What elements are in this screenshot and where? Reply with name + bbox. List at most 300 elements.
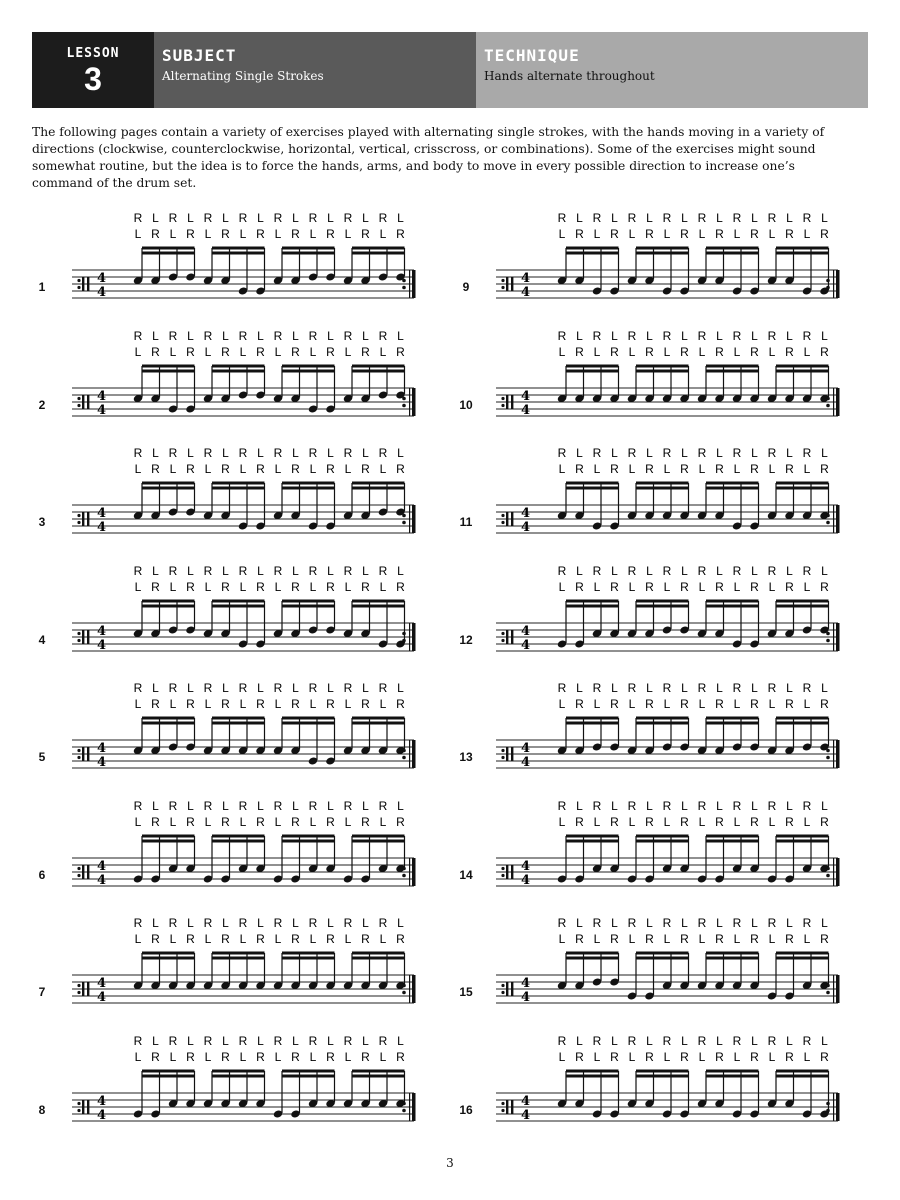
sticking-top: L: [152, 211, 159, 225]
exercise-staff: [52, 324, 432, 440]
repeat-dot: [501, 756, 504, 759]
beam: [566, 604, 619, 607]
sticking-bottom: R: [785, 344, 794, 359]
barline: [409, 1093, 410, 1121]
sticking-top: L: [576, 916, 583, 930]
beam: [212, 487, 265, 490]
beam: [212, 834, 265, 837]
sticking-top: R: [343, 1033, 353, 1048]
sticking-bottom: L: [204, 814, 212, 829]
sticking-bottom: R: [680, 579, 689, 594]
sticking-top: R: [238, 328, 248, 343]
sticking-bottom: R: [361, 932, 370, 946]
exercise-staff: [52, 794, 432, 910]
sticking-top: R: [697, 328, 707, 343]
sticking-bottom: L: [239, 579, 247, 594]
sticking-top: R: [802, 211, 812, 225]
sticking-bottom: L: [169, 814, 177, 829]
final-barline: [412, 858, 416, 886]
repeat-dot: [402, 1101, 406, 1105]
exercise-staff: [52, 559, 432, 675]
sticking-top: L: [611, 211, 618, 225]
beam: [352, 839, 405, 842]
sticking-top: L: [292, 1033, 299, 1048]
percussion-clef: [506, 277, 508, 291]
barline: [409, 975, 410, 1003]
sticking-bottom: R: [750, 344, 759, 359]
sticking-top: R: [238, 1033, 248, 1048]
sticking-top: R: [308, 1033, 318, 1048]
sticking-top: R: [343, 798, 353, 813]
beam: [776, 487, 829, 490]
sticking-bottom: R: [361, 1049, 370, 1064]
beam: [142, 604, 195, 607]
time-signature-bottom: 4: [97, 1107, 107, 1123]
sticking-bottom: L: [663, 462, 671, 476]
sticking-top: R: [133, 681, 143, 695]
repeat-dot: [402, 638, 406, 642]
sticking-top: L: [786, 1033, 793, 1048]
exercise-15: [459, 911, 866, 1027]
percussion-clef: [506, 1100, 508, 1114]
sticking-bottom: L: [344, 814, 352, 829]
time-signature-top: 4: [97, 976, 107, 991]
sticking-top: L: [292, 211, 299, 225]
sticking-bottom: R: [186, 697, 195, 711]
sticking-top: R: [557, 1033, 567, 1048]
sticking-top: L: [576, 328, 583, 343]
beam: [566, 834, 619, 837]
sticking-bottom: R: [575, 814, 584, 829]
repeat-dot: [402, 756, 406, 760]
repeat-dot: [826, 1108, 830, 1112]
subject-title: SUBJECT: [162, 46, 237, 65]
sticking-bottom: L: [733, 697, 741, 711]
sticking-top: R: [273, 563, 283, 578]
sticking-bottom: R: [645, 227, 654, 241]
sticking-top: R: [238, 446, 248, 460]
sticking-top: L: [716, 328, 723, 343]
beam: [776, 599, 829, 602]
percussion-clef: [511, 865, 513, 879]
intro-paragraph: The following pages contain a variety of exercises played with alternating single strokes, with the hands moving in a variety of directions (clockwise, counterclockwise, horizontal, vertical, crisscross, or combinations). Some of the exercises might sound somewhat routine, but the idea is to force the hands, arms, and body to move in every possible direction to increase one’s command of the drum set.: [32, 125, 825, 190]
sticking-bottom: L: [663, 227, 671, 241]
sticking-top: R: [697, 916, 707, 930]
sticking-bottom: L: [134, 579, 142, 594]
sticking-bottom: L: [768, 462, 776, 476]
sticking-bottom: R: [750, 697, 759, 711]
sticking-bottom: R: [291, 344, 300, 359]
sticking-top: L: [716, 916, 723, 930]
exercise-staff: [52, 911, 432, 1027]
beam: [636, 599, 689, 602]
sticking-top: R: [697, 681, 707, 695]
sticking-top: L: [257, 446, 264, 460]
technique-text: Hands alternate throughout: [484, 69, 655, 83]
sticking-bottom: R: [151, 227, 160, 241]
sticking-bottom: L: [274, 227, 282, 241]
sticking-top: R: [308, 211, 318, 225]
time-signature-top: 4: [97, 741, 107, 756]
time-signature-bottom: 4: [521, 1107, 531, 1123]
barline: [833, 505, 834, 533]
sticking-top: L: [327, 916, 334, 930]
sticking-top: R: [557, 328, 567, 343]
beam: [636, 604, 689, 607]
sticking-top: L: [257, 328, 264, 343]
sticking-top: R: [767, 681, 777, 695]
repeat-dot: [402, 279, 406, 283]
sticking-top: L: [786, 681, 793, 695]
sticking-top: R: [802, 798, 812, 813]
sticking-bottom: L: [768, 344, 776, 359]
sticking-top: R: [273, 328, 283, 343]
sticking-bottom: R: [715, 1049, 724, 1064]
sticking-top: L: [751, 916, 758, 930]
exercise-14: [459, 794, 866, 910]
sticking-bottom: L: [379, 579, 387, 594]
sticking-top: L: [152, 328, 159, 343]
repeat-dot: [77, 631, 80, 634]
beam: [142, 369, 195, 372]
repeat-dot: [501, 631, 504, 634]
repeat-dot: [402, 749, 406, 753]
sticking-bottom: R: [186, 579, 195, 594]
sticking-top: L: [786, 798, 793, 813]
sticking-bottom: R: [610, 697, 619, 711]
sticking-top: L: [751, 328, 758, 343]
final-barline: [836, 740, 840, 768]
sticking-top: R: [168, 211, 178, 225]
time-signature-top: 4: [521, 976, 531, 991]
sticking-bottom: R: [291, 1049, 300, 1064]
exercise-3: [38, 441, 442, 557]
repeat-dot: [402, 866, 406, 870]
repeat-dot: [826, 279, 830, 283]
beam: [776, 952, 829, 955]
sticking-top: L: [681, 563, 688, 578]
sticking-top: R: [802, 681, 812, 695]
sticking-top: R: [697, 446, 707, 460]
sticking-bottom: L: [204, 462, 212, 476]
beam: [282, 717, 335, 720]
sticking-bottom: R: [680, 1049, 689, 1064]
sticking-bottom: L: [344, 579, 352, 594]
sticking-top: L: [362, 211, 369, 225]
sticking-bottom: L: [379, 344, 387, 359]
sticking-bottom: L: [593, 1049, 601, 1064]
beam: [212, 252, 265, 255]
beam: [352, 604, 405, 607]
beam: [352, 952, 405, 955]
final-barline: [412, 1093, 416, 1121]
sticking-top: R: [133, 798, 143, 813]
beam: [142, 364, 195, 367]
sticking-top: L: [646, 211, 653, 225]
technique-title: TECHNIQUE: [484, 46, 580, 65]
exercise-staff: [52, 1029, 432, 1145]
sticking-top: R: [273, 798, 283, 813]
sticking-top: L: [716, 798, 723, 813]
beam: [566, 252, 619, 255]
sticking-bottom: R: [291, 814, 300, 829]
sticking-top: R: [767, 563, 777, 578]
repeat-dot: [77, 756, 80, 759]
beam: [776, 482, 829, 485]
sticking-bottom: R: [715, 227, 724, 241]
sticking-top: R: [308, 798, 318, 813]
sticking-bottom: L: [698, 462, 706, 476]
time-signature-top: 4: [97, 858, 107, 874]
repeat-dot: [501, 873, 504, 876]
sticking-bottom: R: [715, 579, 724, 594]
sticking-bottom: R: [610, 814, 619, 829]
sticking-bottom: R: [151, 697, 160, 711]
repeat-dot: [826, 873, 830, 877]
sticking-bottom: R: [291, 227, 300, 241]
sticking-top: L: [611, 681, 618, 695]
repeat-dot: [501, 514, 504, 517]
sticking-bottom: L: [239, 227, 247, 241]
sticking-bottom: R: [820, 697, 829, 711]
exercise-10: [459, 324, 866, 440]
beam: [212, 247, 265, 250]
sticking-top: L: [152, 446, 159, 460]
sticking-top: L: [397, 563, 404, 578]
sticking-top: L: [821, 798, 828, 813]
sticking-bottom: L: [379, 462, 387, 476]
sticking-bottom: R: [291, 462, 300, 476]
beam: [212, 957, 265, 960]
beam: [352, 364, 405, 367]
exercise-staff: [476, 441, 856, 557]
repeat-dot: [77, 396, 80, 399]
sticking-bottom: R: [361, 814, 370, 829]
sticking-top: L: [257, 211, 264, 225]
sticking-top: R: [308, 328, 318, 343]
sticking-bottom: L: [628, 344, 636, 359]
beam: [282, 247, 335, 250]
sticking-bottom: L: [134, 227, 142, 241]
sticking-bottom: L: [344, 344, 352, 359]
sticking-bottom: R: [151, 579, 160, 594]
beam: [636, 1069, 689, 1072]
time-signature-top: 4: [521, 506, 531, 521]
time-signature-bottom: 4: [97, 402, 107, 418]
page-number: 3: [446, 1156, 454, 1170]
sticking-bottom: R: [151, 462, 160, 476]
sticking-top: R: [238, 798, 248, 813]
sticking-bottom: L: [733, 344, 741, 359]
beam: [352, 957, 405, 960]
sticking-bottom: R: [326, 344, 335, 359]
sticking-bottom: R: [326, 1049, 335, 1064]
sticking-bottom: L: [344, 227, 352, 241]
sticking-top: R: [203, 328, 213, 343]
sticking-bottom: R: [715, 814, 724, 829]
sticking-top: L: [222, 211, 229, 225]
beam: [566, 482, 619, 485]
sticking-top: L: [187, 681, 194, 695]
sticking-bottom: L: [733, 932, 741, 946]
exercise-staff: [476, 794, 856, 910]
exercise-staff: [476, 324, 856, 440]
repeat-dot: [501, 1101, 504, 1104]
sticking-bottom: L: [274, 344, 282, 359]
beam: [142, 952, 195, 955]
beam: [636, 1074, 689, 1077]
sticking-top: L: [292, 563, 299, 578]
sticking-top: L: [222, 328, 229, 343]
sticking-bottom: R: [645, 697, 654, 711]
repeat-dot: [501, 1108, 504, 1111]
sticking-top: R: [802, 563, 812, 578]
beam: [282, 604, 335, 607]
sticking-bottom: R: [151, 344, 160, 359]
sticking-top: L: [821, 916, 828, 930]
final-barline: [412, 740, 416, 768]
percussion-clef: [87, 277, 89, 291]
sticking-bottom: L: [663, 697, 671, 711]
sticking-top: R: [308, 446, 318, 460]
exercise-staff: [52, 206, 432, 322]
sticking-top: R: [592, 446, 602, 460]
sticking-bottom: L: [733, 579, 741, 594]
sticking-top: R: [592, 328, 602, 343]
sticking-bottom: L: [803, 932, 811, 946]
beam: [776, 1069, 829, 1072]
sticking-bottom: L: [204, 579, 212, 594]
sticking-top: R: [273, 916, 283, 930]
sticking-top: L: [611, 1033, 618, 1048]
sticking-bottom: L: [628, 227, 636, 241]
sticking-top: L: [397, 328, 404, 343]
sticking-top: L: [222, 798, 229, 813]
sticking-bottom: R: [575, 462, 584, 476]
time-signature-bottom: 4: [97, 520, 107, 535]
beam: [212, 717, 265, 720]
sticking-top: L: [716, 681, 723, 695]
beam: [352, 487, 405, 490]
sticking-top: L: [397, 798, 404, 813]
sticking-bottom: L: [379, 697, 387, 711]
sticking-top: R: [732, 211, 742, 225]
sticking-bottom: R: [715, 697, 724, 711]
sticking-bottom: L: [204, 1049, 212, 1064]
sticking-bottom: R: [221, 1049, 230, 1064]
sticking-bottom: L: [733, 1049, 741, 1064]
sticking-bottom: R: [396, 579, 405, 594]
sticking-top: L: [821, 681, 828, 695]
lesson-label: LESSON: [66, 45, 120, 61]
sticking-bottom: L: [309, 814, 317, 829]
sticking-top: L: [292, 446, 299, 460]
beam: [212, 364, 265, 367]
sticking-bottom: L: [768, 814, 776, 829]
percussion-clef: [82, 395, 84, 409]
exercise-number: 6: [38, 867, 46, 882]
repeat-dot: [501, 638, 504, 641]
repeat-dot: [77, 638, 80, 641]
sticking-bottom: R: [820, 1049, 829, 1064]
beam: [352, 834, 405, 837]
sticking-top: L: [187, 1033, 194, 1048]
time-signature-top: 4: [521, 388, 531, 404]
exercise-number: 9: [462, 280, 470, 294]
time-signature-top: 4: [97, 388, 107, 404]
lesson-badge: [32, 32, 154, 108]
sticking-bottom: L: [134, 344, 142, 359]
sticking-top: L: [292, 916, 299, 930]
sticking-top: L: [646, 563, 653, 578]
beam: [352, 247, 405, 250]
sticking-top: L: [751, 563, 758, 578]
repeat-dot: [501, 279, 504, 282]
sticking-bottom: R: [186, 932, 195, 946]
exercise-staff: [52, 441, 432, 557]
sticking-bottom: R: [785, 814, 794, 829]
beam: [352, 1074, 405, 1077]
exercise-13: [459, 676, 866, 792]
sticking-bottom: R: [361, 227, 370, 241]
repeat-dot: [826, 638, 830, 642]
sticking-top: L: [152, 563, 159, 578]
time-signature-top: 4: [97, 271, 107, 286]
sticking-top: R: [133, 446, 143, 460]
exercise-staff: [476, 559, 856, 675]
beam: [636, 369, 689, 372]
sticking-bottom: R: [256, 932, 265, 946]
repeat-dot: [501, 286, 504, 289]
sticking-bottom: L: [593, 814, 601, 829]
sticking-bottom: L: [593, 697, 601, 711]
barline: [833, 1093, 834, 1121]
sticking-top: L: [751, 211, 758, 225]
exercise-number: 13: [459, 750, 473, 764]
sticking-bottom: L: [309, 697, 317, 711]
beam: [282, 1074, 335, 1077]
sticking-bottom: L: [663, 579, 671, 594]
final-barline: [836, 623, 840, 651]
sticking-top: L: [576, 446, 583, 460]
sticking-top: R: [592, 798, 602, 813]
sticking-bottom: L: [274, 932, 282, 946]
sticking-bottom: R: [785, 932, 794, 946]
beam: [142, 1069, 195, 1072]
sticking-top: R: [592, 916, 602, 930]
sticking-bottom: R: [221, 227, 230, 241]
sticking-top: L: [187, 211, 194, 225]
sticking-bottom: R: [186, 227, 195, 241]
sticking-top: R: [802, 446, 812, 460]
beam: [706, 364, 759, 367]
sticking-bottom: L: [239, 814, 247, 829]
beam: [776, 364, 829, 367]
barline: [833, 270, 834, 298]
sticking-top: R: [168, 446, 178, 460]
time-signature-bottom: 4: [97, 990, 107, 1005]
beam: [212, 599, 265, 602]
sticking-bottom: R: [256, 814, 265, 829]
sticking-bottom: R: [256, 462, 265, 476]
beam: [706, 487, 759, 490]
exercise-staff: [476, 911, 856, 1027]
repeat-dot: [501, 396, 504, 399]
sticking-top: R: [203, 1033, 213, 1048]
sticking-bottom: L: [379, 814, 387, 829]
sticking-bottom: R: [680, 697, 689, 711]
sticking-top: R: [238, 211, 248, 225]
